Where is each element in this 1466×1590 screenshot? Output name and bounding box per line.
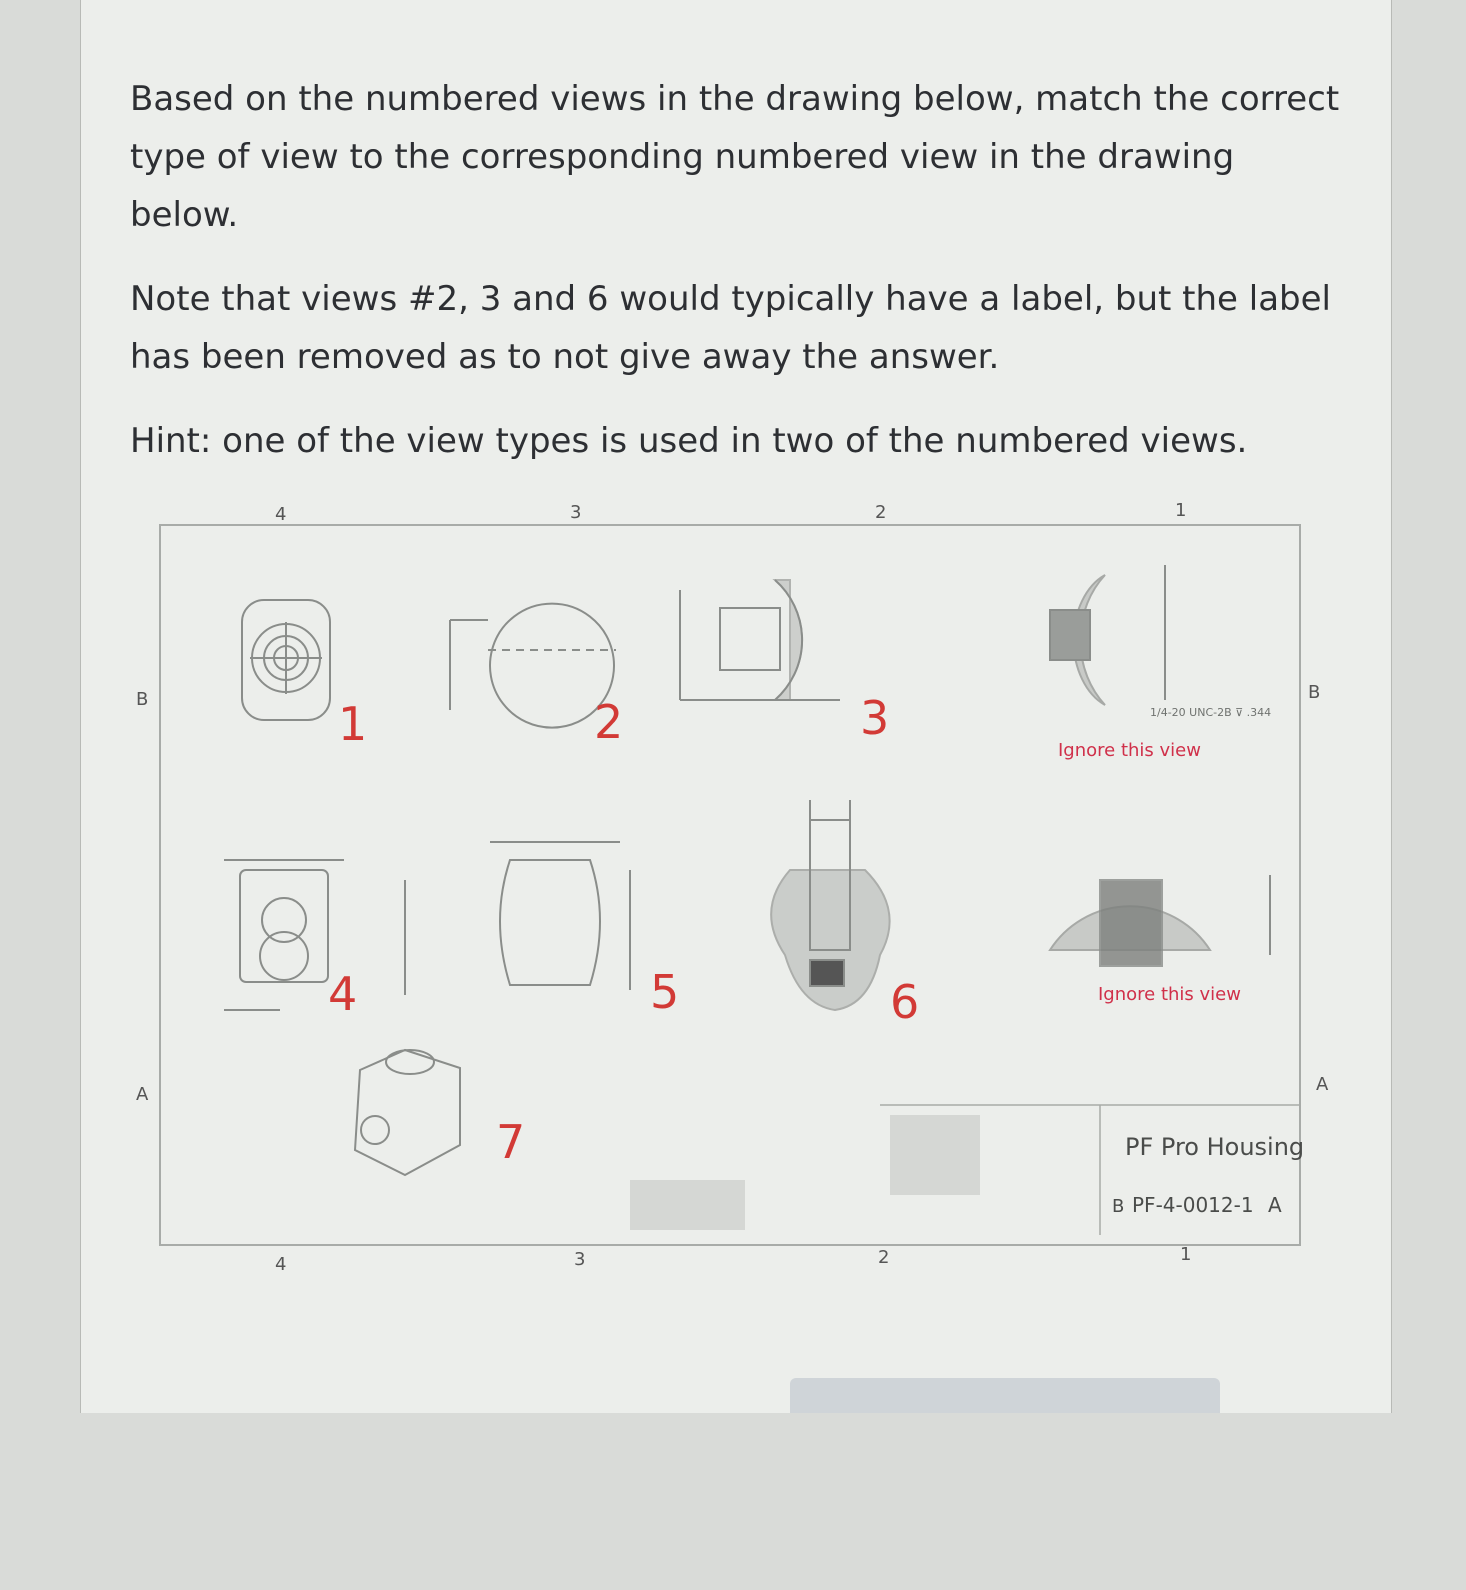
view-number-1: 1: [338, 697, 368, 751]
zone-col-4-bottom: 4: [275, 1254, 287, 1275]
zone-row-a-left: A: [136, 1084, 149, 1105]
prompt-paragraph-1: Based on the numbered views in the drawing below, match the correct type of view to the corresponding numbered view in the drawing below.: [130, 79, 1340, 235]
zone-row-a-right: A: [1316, 1074, 1329, 1095]
zone-col-2-top: 2: [875, 502, 887, 523]
zone-row-b-right: B: [1308, 682, 1321, 703]
view-3-drawing: [680, 580, 840, 700]
view-6-drawing: [771, 800, 889, 1010]
engineering-drawing: [120, 490, 1340, 1590]
ignore-view-label-top: Ignore this view: [1058, 740, 1201, 761]
view-4-drawing: [224, 860, 344, 1010]
zone-col-1-top: 1: [1175, 500, 1187, 521]
ignore-view-bottom-drawing: [1050, 875, 1270, 966]
zone-col-2-bottom: 2: [878, 1247, 890, 1268]
zone-row-b-left: B: [136, 689, 149, 710]
view-5-drawing: [405, 842, 630, 995]
view-7-drawing: [355, 1050, 460, 1175]
view-number-4: 4: [328, 967, 358, 1021]
horizontal-scrollbar[interactable]: [790, 1378, 1220, 1413]
prompt-paragraph-3: Hint: one of the view types is used in two of the numbered views.: [130, 421, 1248, 461]
zone-col-1-bottom: 1: [1180, 1244, 1192, 1265]
view-number-7: 7: [496, 1115, 526, 1169]
view-number-6: 6: [890, 975, 920, 1029]
view-number-3: 3: [860, 691, 890, 745]
title-block-dwg-no: PF-4-0012-1: [1132, 1193, 1254, 1217]
title-block-title: PF Pro Housing: [1125, 1133, 1305, 1161]
ignore-view-label-bottom: Ignore this view: [1098, 984, 1241, 1005]
question-prompt: [130, 70, 1350, 496]
zone-col-3-bottom: 3: [574, 1249, 586, 1270]
ignore-view-top-drawing: [1050, 565, 1165, 705]
title-block-size: B: [1112, 1196, 1125, 1217]
view-number-2: 2: [594, 695, 624, 749]
zone-col-4-top: 4: [275, 504, 287, 525]
thread-callout: 1/4-20 UNC-2B ⊽ .344: [1150, 706, 1272, 719]
view-2-drawing: [450, 604, 616, 728]
zone-col-3-top: 3: [570, 502, 582, 523]
view-1-drawing: [242, 600, 330, 720]
prompt-paragraph-2: Note that views #2, 3 and 6 would typically have a label, but the label has been removed as to not give away the answer.: [130, 279, 1331, 377]
title-block-rev: A: [1268, 1193, 1282, 1217]
view-number-5: 5: [650, 965, 680, 1019]
